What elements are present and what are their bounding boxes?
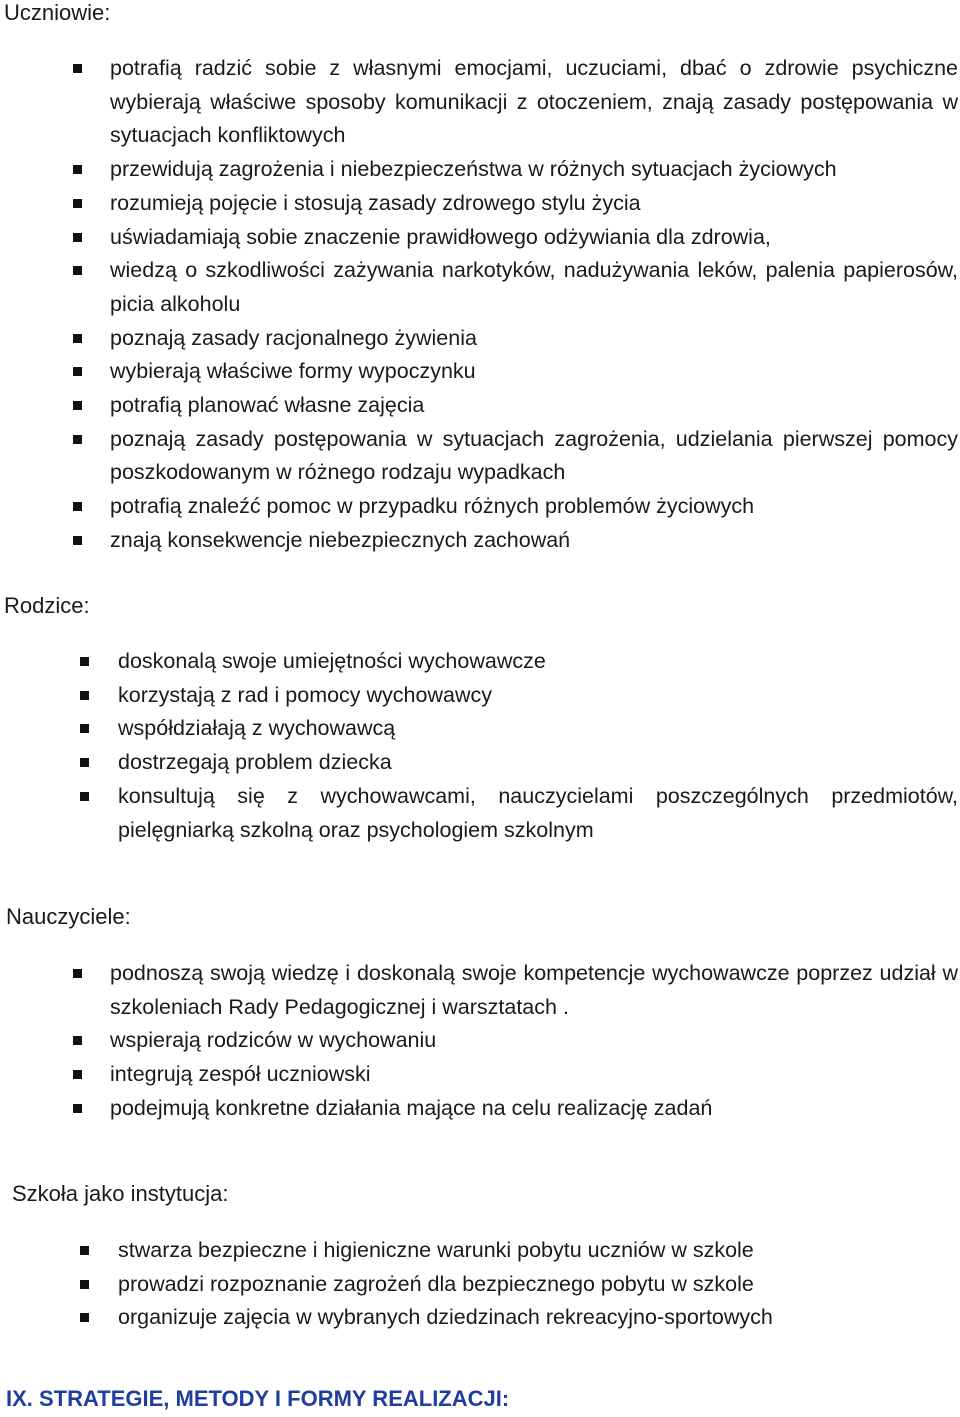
list-item [118,1234,958,1268]
list-item [118,712,958,746]
list-item [110,490,958,524]
square-bullet-icon [80,724,89,733]
section-heading-uczniowie: Uczniowie: [4,0,111,25]
list-item-text: potrafią radzić sobie z własnymi emocjami, uczuciami, dbać o zdrowie psychiczne wybierają właściwe sposoby komunikacji z otoczeniem, znają zasady postępowania w sytuacjach konfliktowych [110,56,958,148]
square-bullet-icon [80,1280,89,1289]
square-bullet-icon [73,969,82,978]
list-item [110,322,958,356]
list-item [110,957,958,1024]
list-item-text: podnoszą swoją wiedzę i doskonalą swoje kompetencje wychowawcze poprzez udział w szkoleniach Rady Pedagogicznej i warsztatach . [110,961,958,1019]
square-bullet-icon [73,334,82,343]
list-rodzice [118,645,958,847]
list-item [110,1058,958,1092]
list-item-text: współdziałają z wychowawcą [118,716,396,741]
list-item [110,254,958,321]
square-bullet-icon [80,792,89,801]
list-item [118,1301,958,1335]
list-item-text: rozumieją pojęcie i stosują zasady zdrowego stylu życia [110,190,641,215]
square-bullet-icon [80,758,89,767]
list-item-text: integrują zespół uczniowski [110,1062,371,1087]
list-item [118,645,958,679]
square-bullet-icon [80,1313,89,1322]
list-item-text: wiedzą o szkodliwości zażywania narkotyków, nadużywania leków, palenia papierosów, picia alkoholu [110,258,958,316]
section-heading-rodzice: Rodzice: [4,593,90,618]
square-bullet-icon [80,657,89,666]
square-bullet-icon [73,435,82,444]
square-bullet-icon [73,401,82,410]
list-item [110,423,958,490]
square-bullet-icon [73,1104,82,1113]
list-item-text: poznają zasady racjonalnego żywienia [110,325,477,350]
list-item-text: korzystają z rad i pomocy wychowawcy [118,682,492,707]
list-item-text: wybierają właściwe formy wypoczynku [110,359,476,384]
list-item [110,355,958,389]
list-item-text: podejmują konkretne działania mające na celu realizację zadań [110,1095,713,1120]
section-heading-strategie: IX. STRATEGIE, METODY I FORMY REALIZACJI: [6,1386,510,1411]
list-item-text: wspierają rodziców w wychowaniu [110,1028,437,1053]
list-item-text: konsultują się z wychowawcami, nauczycielami poszczególnych przedmiotów, pielęgniarką szkolną oraz psychologiem szkolnym [118,783,958,842]
list-item-text: poznają zasady postępowania w sytuacjach zagrożenia, udzielania pierwszej pomocy poszkodowanym w różnego rodzaju wypadkach [110,426,958,485]
list-item [110,1092,958,1126]
list-item-text: organizuje zajęcia w wybranych dziedzinach rekreacyjno-sportowych [118,1305,773,1330]
list-item [118,780,958,847]
square-bullet-icon [73,266,82,275]
list-item [118,679,958,713]
list-item [110,389,958,423]
list-item-text: doskonalą swoje umiejętności wychowawcze [118,649,546,673]
list-item-text: uświadamiają sobie znaczenie prawidłowego odżywiania dla zdrowia, [110,224,771,249]
square-bullet-icon [73,1070,82,1079]
square-bullet-icon [73,233,82,242]
list-item-text: przewidują zagrożenia i niebezpieczeństwa w różnych sytuacjach życiowych [110,157,837,182]
list-item-text: znają konsekwencje niebezpiecznych zachowań [110,527,571,552]
square-bullet-icon [73,64,82,73]
list-item [110,221,958,255]
list-item [110,1024,958,1058]
list-item-text: dostrzegają problem dziecka [118,750,392,775]
list-szkola [118,1234,958,1335]
square-bullet-icon [80,691,89,700]
square-bullet-icon [80,1246,89,1255]
square-bullet-icon [73,1036,82,1045]
square-bullet-icon [73,367,82,376]
list-item-text: potrafią planować własne zajęcia [110,393,425,418]
list-item [110,52,958,153]
list-item-text: stwarza bezpieczne i higieniczne warunki pobytu uczniów w szkole [118,1238,754,1262]
square-bullet-icon [73,199,82,208]
list-item [118,746,958,780]
section-heading-szkola: Szkoła jako instytucja: [12,1181,229,1206]
list-item-text: potrafią znaleźć pomoc w przypadku różnych problemów życiowych [110,494,755,519]
section-heading-nauczyciele: Nauczyciele: [6,904,131,929]
list-item [110,153,958,187]
square-bullet-icon [73,165,82,174]
list-item [110,524,958,558]
list-item [110,187,958,221]
list-nauczyciele [110,957,958,1126]
square-bullet-icon [73,502,82,511]
list-uczniowie [110,52,958,558]
list-item-text: prowadzi rozpoznanie zagrożeń dla bezpiecznego pobytu w szkole [118,1271,754,1296]
list-item [118,1268,958,1302]
square-bullet-icon [73,536,82,545]
